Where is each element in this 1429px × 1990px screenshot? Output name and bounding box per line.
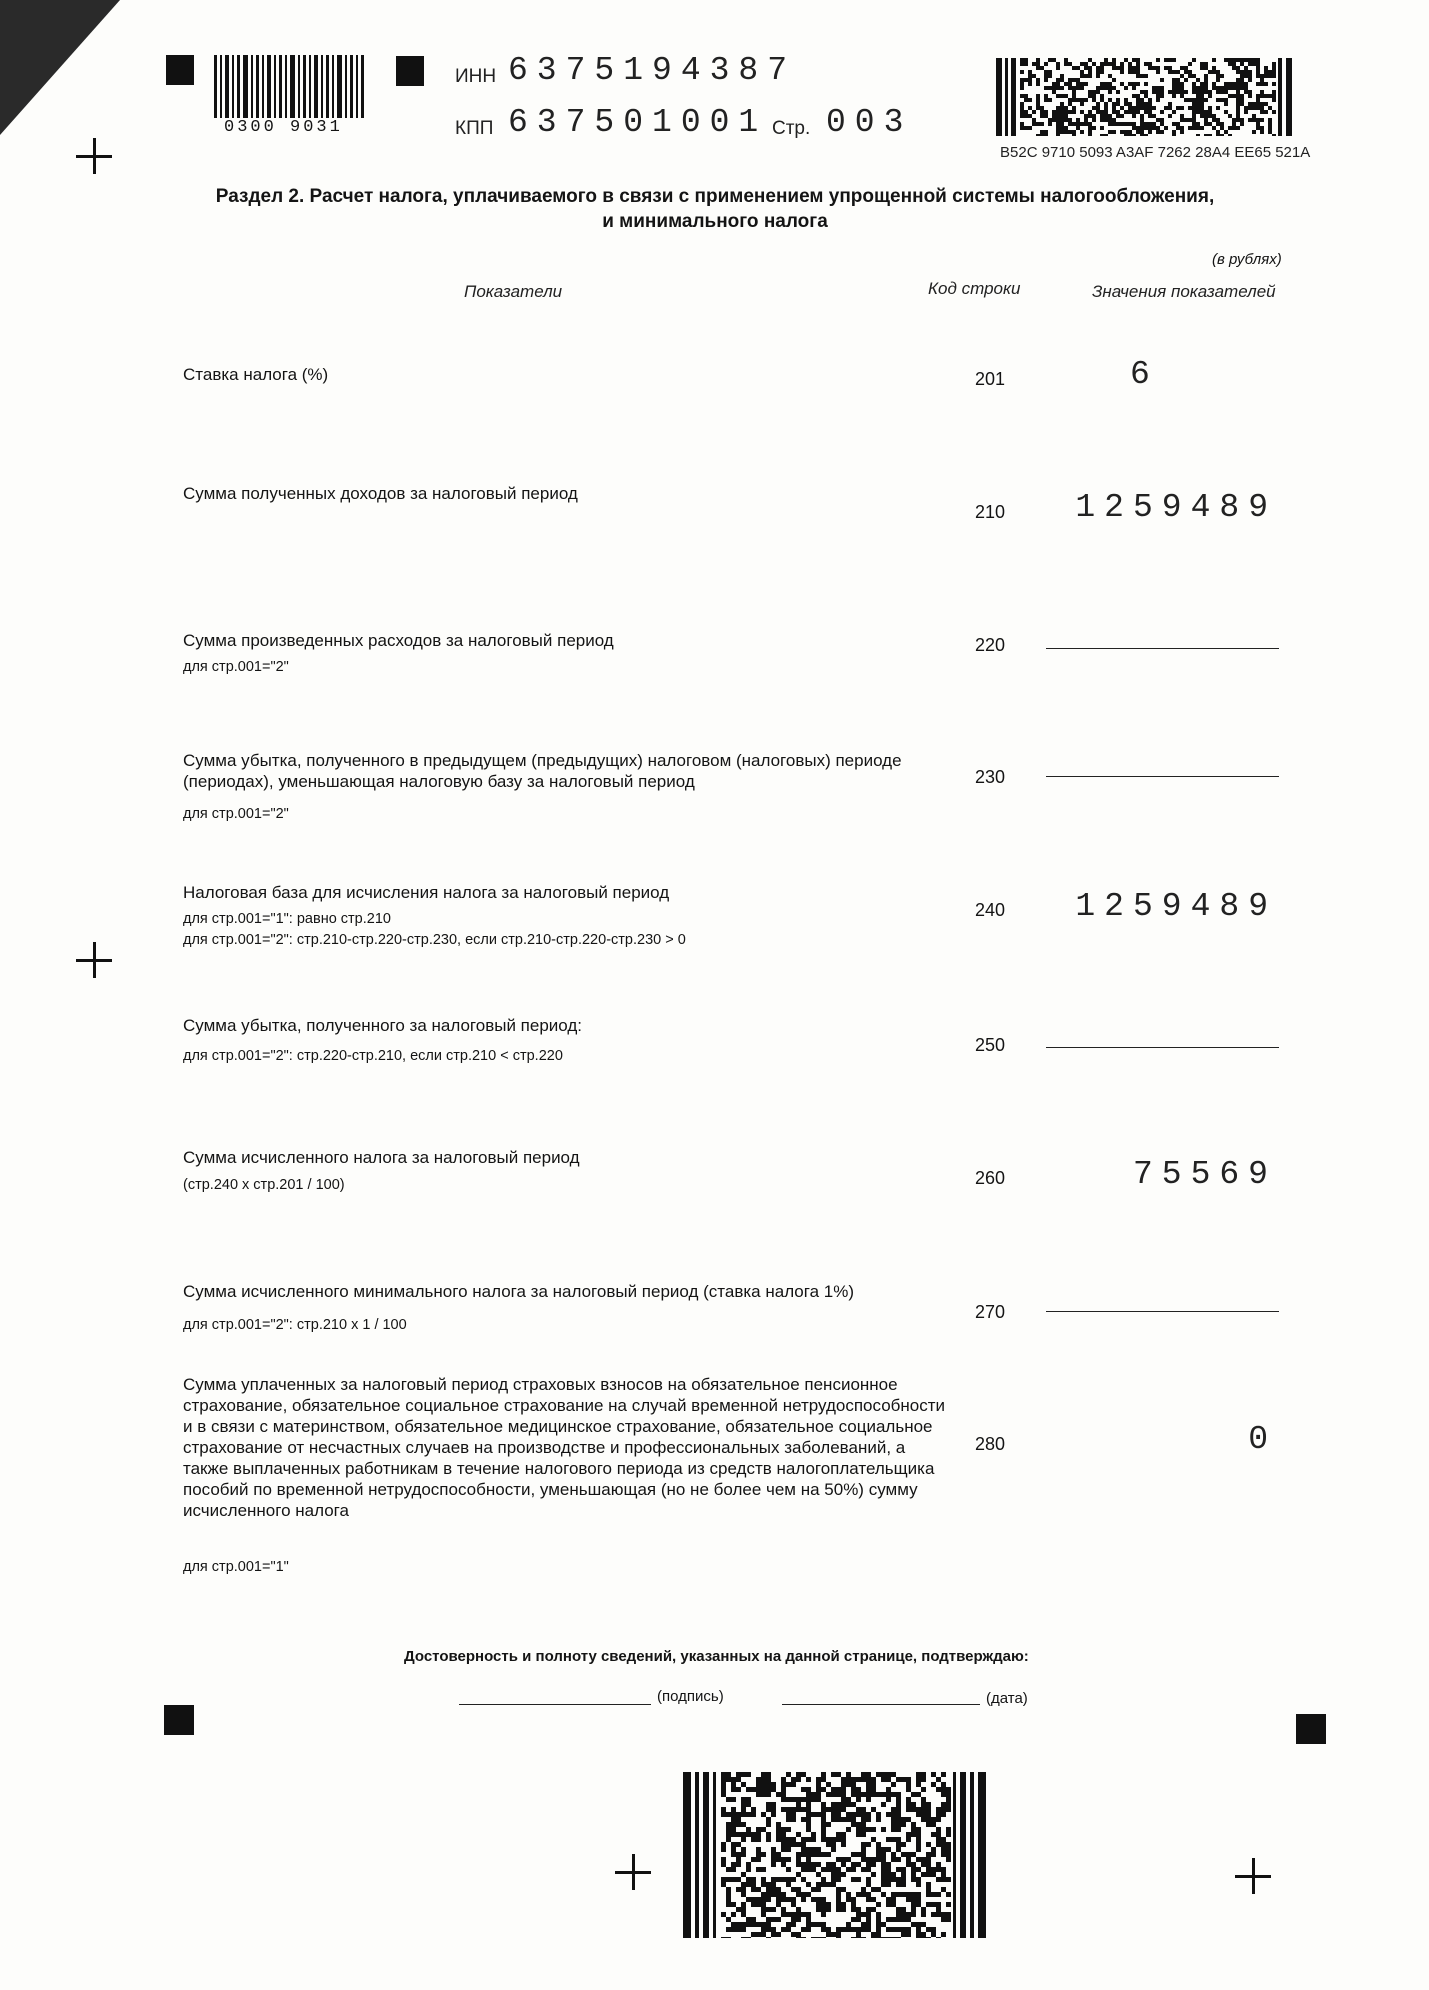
crosshair-mark [615, 1854, 651, 1890]
document-code: B52C 9710 5093 A3AF 7262 28A4 EE65 521A [1000, 144, 1311, 161]
row-title: Сумма исчисленного минимального налога за налоговый период (ставка налога 1%) [183, 1282, 854, 1301]
page-label: Стр. [772, 118, 811, 139]
units-label: (в рублях) [1212, 251, 1282, 268]
row-code: 260 [975, 1168, 1006, 1188]
crosshair-mark [76, 138, 112, 174]
row-title: Сумма убытка, полученного за налоговый период: [183, 1016, 583, 1035]
row-title: Сумма полученных доходов за налоговый период [183, 484, 578, 503]
date-line[interactable] [782, 1704, 980, 1705]
barcode-number: 0300 9031 [224, 118, 343, 137]
row-title: Налоговая база для исчисления налога за налоговый период [183, 883, 670, 902]
row-value: 1259489 [1075, 888, 1277, 925]
kpp-label: КПП [455, 118, 494, 139]
registration-mark [1296, 1714, 1326, 1744]
crosshair-mark [76, 942, 112, 978]
row-note: для стр.001="1": равно стр.210 [183, 911, 391, 927]
registration-mark [164, 1705, 194, 1735]
scan-fold-corner [0, 0, 120, 135]
column-header-indicators: Показатели [464, 282, 563, 301]
row-code: 280 [975, 1434, 1006, 1454]
date-label: (дата) [986, 1690, 1028, 1707]
section-title [120, 184, 1310, 234]
row-note: для стр.001="2": стр.210-стр.220-стр.230, если стр.210-стр.220-стр.230 > 0 [183, 932, 686, 948]
page-number: 003 [826, 104, 913, 141]
confirmation-text: Достоверность и полноту сведений, указанных на данной странице, подтверждаю: [404, 1648, 1029, 1665]
row-note: для стр.001="2": стр.220-стр.210, если стр.210 < стр.220 [183, 1048, 563, 1064]
column-header-values: Значения показателей [1092, 282, 1276, 301]
row-title: Ставка налога (%) [183, 365, 329, 384]
registration-mark [166, 55, 194, 85]
empty-value-dash [1046, 1047, 1279, 1048]
inn-value: 6375194387 [508, 52, 797, 89]
row-value: 6 [1130, 356, 1159, 393]
empty-value-dash [1046, 648, 1279, 649]
signature-label: (подпись) [657, 1688, 724, 1705]
row-value: 75569 [1132, 1156, 1277, 1193]
row-code: 250 [975, 1035, 1006, 1055]
inn-label: ИНН [455, 66, 497, 87]
row-code: 240 [975, 900, 1006, 920]
datamatrix-code-bottom [683, 1772, 991, 1938]
row-note: (стр.240 x стр.201 / 100) [183, 1177, 345, 1193]
row-note: для стр.001="2": стр.210 x 1 / 100 [183, 1317, 407, 1333]
section-title-line2: и минимального налога [602, 211, 828, 232]
row-title: Сумма уплаченных за налоговый период страховых взносов на обязательное пенсионное страхование, обязательное социальное страхование на случай временной нетрудоспособности и в связи с материнством, обязательное медицинское страхование, обязательное социальное страхование от несчастных случаев на производстве и профессиональных заболеваний, а также выплаченных работникам в течение налогового периода из средств налогоплательщика пособий по временной нетрудоспособности, уменьшающая (но не более чем на 50%) сумму исчисленного налога [183, 1375, 946, 1520]
barcode-image [214, 55, 364, 118]
column-header-code: Код строки [928, 279, 1021, 298]
row-code: 201 [975, 369, 1006, 389]
registration-mark [396, 56, 424, 86]
row-value: 1259489 [1075, 489, 1277, 526]
datamatrix-code [996, 58, 1292, 136]
row-note: для стр.001="2" [183, 659, 289, 675]
section-title-line1: Раздел 2. Расчет налога, уплачиваемого в связи с применением упрощенной системы налогообложения, [215, 186, 1215, 207]
empty-value-dash [1046, 776, 1279, 777]
row-code: 270 [975, 1302, 1006, 1322]
row-title: Сумма произведенных расходов за налоговый период [183, 631, 614, 650]
row-value: 0 [1248, 1421, 1277, 1458]
signature-line[interactable] [459, 1704, 651, 1705]
kpp-value: 637501001 [508, 104, 768, 141]
empty-value-dash [1046, 1311, 1279, 1312]
row-title: Сумма убытка, полученного в предыдущем (предыдущих) налоговом (налоговых) периоде (периодах), уменьшающая налоговую базу за налоговый период [183, 751, 902, 791]
row-code: 230 [975, 767, 1006, 787]
row-note: для стр.001="2" [183, 806, 289, 822]
row-note: для стр.001="1" [183, 1559, 289, 1575]
row-code: 210 [975, 502, 1006, 522]
crosshair-mark [1235, 1858, 1271, 1894]
row-title: Сумма исчисленного налога за налоговый период [183, 1148, 580, 1167]
row-code: 220 [975, 635, 1006, 655]
